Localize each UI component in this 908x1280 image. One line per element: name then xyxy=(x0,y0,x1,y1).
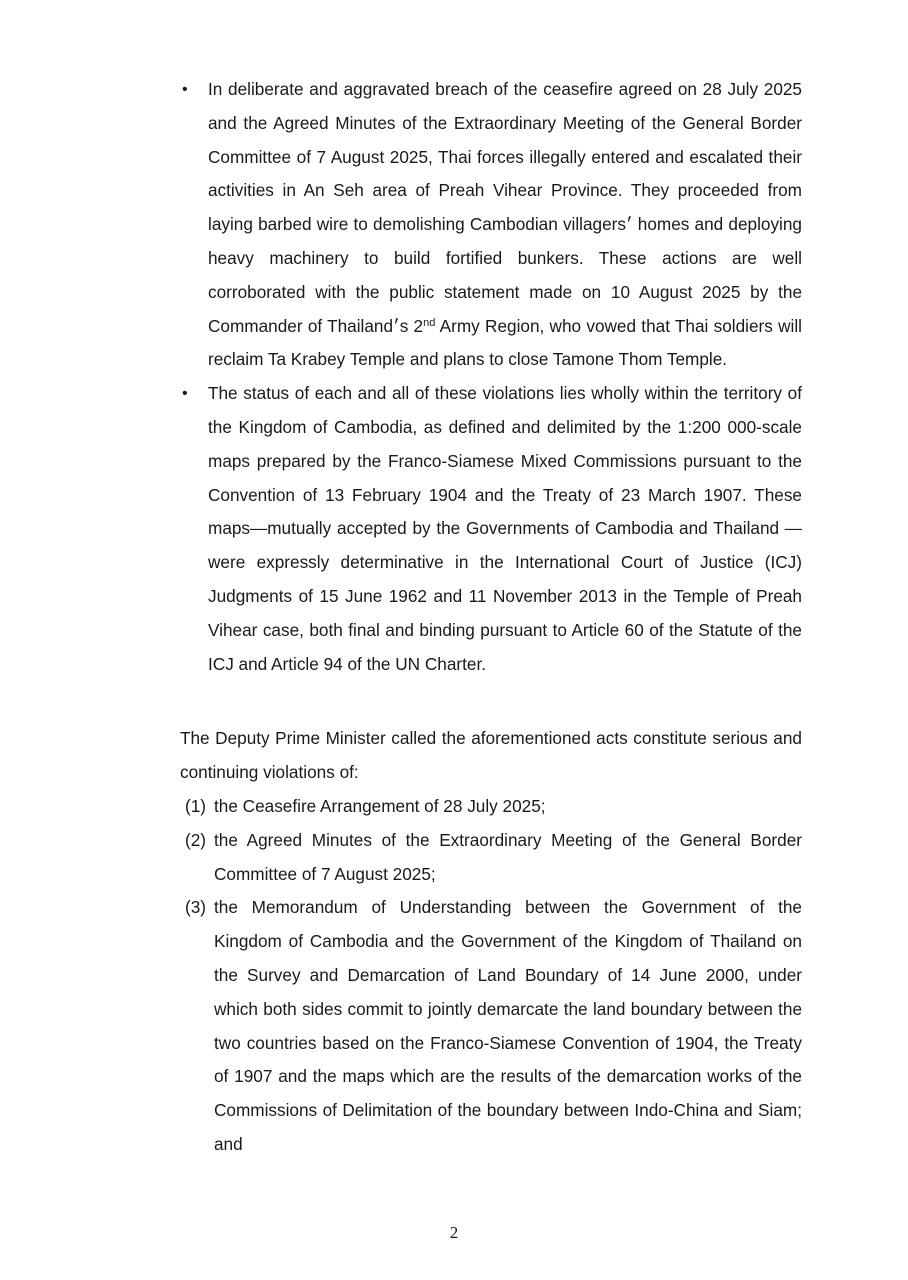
violation-text: the Ceasefire Arrangement of 28 July 2025; xyxy=(214,796,546,816)
violation-item-1 xyxy=(180,790,802,824)
ordinal-superscript: nd xyxy=(423,316,436,329)
list-number: (2) xyxy=(185,829,207,850)
bullet-text: In deliberate and aggravated breach of the ceasefire agreed on 28 July 2025 and the Agreed Minutes of the Extraordinary Meeting of the General Border Committee of 7 August 2025, Thai forces illegally entered and escalated their activities in An Seh area of Preah Vihear Province. They proceeded from laying barbed wire to demolishing Cambodian villagers׳ homes and deploying heavy machinery to build fortified bunkers. These actions are well corroborated with the public statement made on 10 August 2025 by the Commander of Thailand׳s 2 xyxy=(208,79,802,336)
bullet-item-ceasefire-breach xyxy=(180,73,802,377)
intro-paragraph: The Deputy Prime Minister called the aforementioned acts constitute serious and continuing violations of: xyxy=(180,728,802,782)
bullet-item-territory-status xyxy=(180,377,802,681)
bullet-text: The status of each and all of these violations lies wholly within the territory of the Kingdom of Cambodia, as defined and delimited by the 1:200 000-scale maps prepared by the Franco-Siamese Mixed Commissions pursuant to the Convention of 13 February 1904 and the Treaty of 23 March 1907. These maps—mutually accepted by the Governments of Cambodia and Thailand —were expressly determinative in the International Court of Justice (ICJ) Judgments of 15 June 1962 and 11 November 2013 in the Temple of Preah Vihear case, both final and binding pursuant to Article 60 of the Statute of the ICJ and Article 94 of the UN Charter. xyxy=(208,383,802,674)
bullet-text-continued: Army Region, who vowed that Thai soldiers will reclaim Ta Krabey Temple and plans to close Tamone Thom Temple. xyxy=(208,315,802,370)
list-number: (3) xyxy=(185,897,207,918)
bullet-marker: • xyxy=(182,385,188,403)
violation-item-3 xyxy=(180,891,802,1161)
violations-list xyxy=(180,790,802,1162)
violation-text: the Memorandum of Understanding between the Government of the Kingdom of Cambodia and the Government of the Kingdom of Thailand on the Survey and Demarcation of Land Boundary of 14 June 2000, under which both sides commit to jointly demarcate the land boundary between the two countries based on the Franco-Siamese Convention of 1904, the Treaty of 1907 and the maps which are the results of the demarcation works of the Commissions of Delimitation of the boundary between Indo-China and Siam; and xyxy=(214,897,802,1154)
violation-text: the Agreed Minutes of the Extraordinary Meeting of the General Border Committee of 7 August 2025; xyxy=(214,829,802,884)
bullet-list xyxy=(180,73,802,681)
page-number: 2 xyxy=(449,1223,459,1242)
violation-item-2 xyxy=(180,824,802,892)
list-number: (1) xyxy=(185,796,207,816)
bullet-marker: • xyxy=(182,81,188,98)
